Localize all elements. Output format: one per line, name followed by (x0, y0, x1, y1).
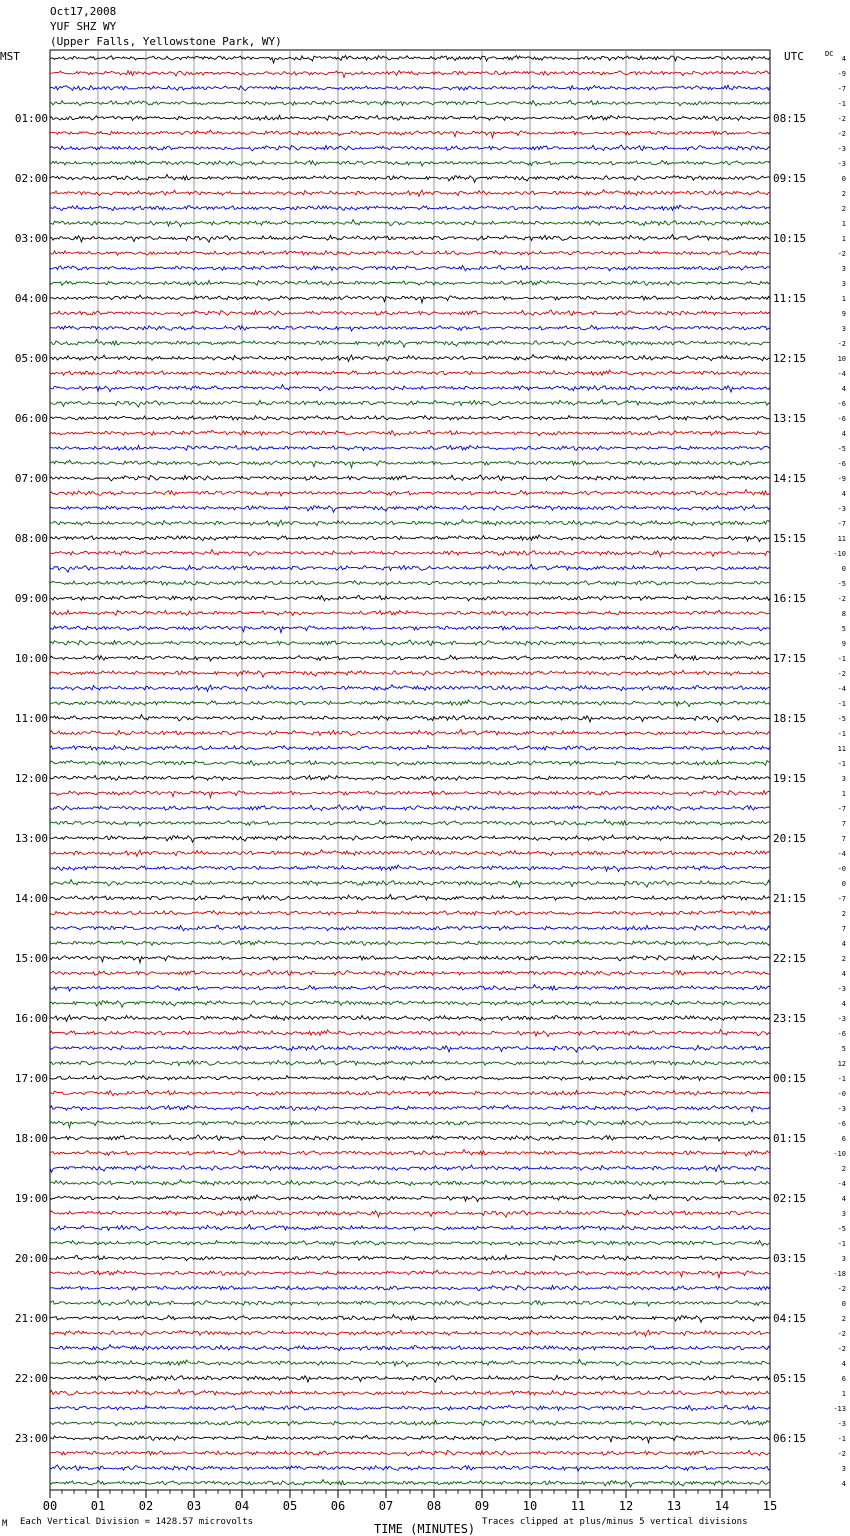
dc-offset-label: -7 (837, 520, 846, 528)
seismic-trace (50, 1255, 770, 1260)
dc-offset-label: 2 (841, 205, 846, 213)
seismic-trace (50, 400, 770, 408)
dc-offset-label: 1 (841, 235, 846, 243)
dc-offset-label: 0 (841, 880, 846, 888)
seismic-trace (50, 910, 770, 915)
left-hour-label: 17:00 (14, 1072, 48, 1085)
dc-offset-label: 0 (841, 565, 846, 573)
seismic-trace (50, 1150, 770, 1156)
left-hour-label: 18:00 (14, 1132, 48, 1145)
seismic-trace (50, 640, 770, 645)
seismic-trace (50, 1210, 770, 1217)
dc-offset-label: 4 (841, 490, 846, 498)
dc-offset-label: 3 (841, 265, 846, 273)
seismic-trace (50, 1375, 770, 1382)
left-hour-label: 15:00 (14, 952, 48, 965)
right-hour-label: 02:15 (773, 1192, 807, 1205)
dc-offset-label: 9 (841, 640, 846, 648)
dc-offset-label: 2 (841, 190, 846, 198)
seismic-trace (50, 626, 770, 633)
right-hour-label: 17:15 (773, 652, 807, 665)
right-hour-label: 20:15 (773, 832, 807, 845)
seismic-trace (50, 1286, 770, 1291)
dc-offset-label: 4 (841, 1195, 846, 1203)
seismic-trace (50, 1135, 770, 1141)
left-hour-label: 02:00 (14, 172, 48, 185)
dc-offset-label: -5 (837, 1225, 846, 1233)
dc-offset-label: 12 (837, 1060, 846, 1068)
seismic-trace (50, 581, 770, 586)
dc-offset-label: 3 (841, 1255, 846, 1263)
seismic-trace (50, 850, 770, 857)
left-hour-label: 14:00 (14, 892, 48, 905)
seismic-trace (50, 1450, 770, 1456)
seismic-trace (50, 1405, 770, 1410)
seismic-trace (50, 280, 770, 285)
seismic-trace (50, 430, 770, 435)
seismic-trace (50, 535, 770, 542)
dc-offset-label: -2 (837, 595, 846, 603)
seismic-trace (50, 1121, 770, 1128)
seismic-trace (50, 760, 770, 765)
dc-offset-label: -7 (837, 85, 846, 93)
seismic-trace (50, 956, 770, 963)
dc-offset-label: 4 (841, 1480, 846, 1488)
left-hour-label: 08:00 (14, 532, 48, 545)
seismic-trace (50, 1390, 770, 1396)
right-hour-label: 21:15 (773, 892, 807, 905)
seismic-trace (50, 820, 770, 827)
x-tick-label: 15 (762, 1499, 778, 1513)
seismic-trace (50, 985, 770, 992)
left-hour-label: 13:00 (14, 832, 48, 845)
dc-offset-label: -9 (837, 70, 846, 78)
dc-offset-label: 7 (841, 835, 846, 843)
dc-offset-label: -6 (837, 415, 846, 423)
seismic-trace (50, 1435, 770, 1443)
seismic-trace (50, 1195, 770, 1202)
seismic-trace (50, 71, 770, 78)
x-tick-label: 05 (282, 1499, 298, 1513)
seismic-trace (50, 145, 770, 151)
left-hour-label: 22:00 (14, 1372, 48, 1385)
seismic-trace (50, 791, 770, 798)
dc-offset-label: -3 (837, 1105, 846, 1113)
seismic-trace (50, 610, 770, 615)
seismic-trace (50, 475, 770, 481)
dc-offset-label: -2 (837, 1450, 846, 1458)
seismic-trace (50, 520, 770, 527)
dc-offset-label: -3 (837, 985, 846, 993)
right-hour-label: 23:15 (773, 1012, 807, 1025)
dc-offset-label: -1 (837, 760, 846, 768)
seismic-trace (50, 445, 770, 450)
seismic-trace (50, 746, 770, 751)
seismic-trace (50, 1060, 770, 1066)
dc-offset-label: -3 (837, 505, 846, 513)
seismic-trace (50, 416, 770, 421)
right-hour-label: 11:15 (773, 292, 807, 305)
dc-offset-label: -3 (837, 1015, 846, 1023)
left-hour-label: 06:00 (14, 412, 48, 425)
dc-offset-label: -2 (837, 340, 846, 348)
x-tick-label: 13 (666, 1499, 682, 1513)
seismic-trace (50, 460, 770, 468)
right-hour-label: 14:15 (773, 472, 807, 485)
x-tick-label: 11 (570, 1499, 586, 1513)
seismic-trace (50, 1045, 770, 1052)
right-hour-label: 04:15 (773, 1312, 807, 1325)
seismic-trace (50, 56, 770, 64)
x-tick-label: 01 (90, 1499, 106, 1513)
seismic-trace (50, 85, 770, 91)
seismic-trace (50, 325, 770, 331)
dc-offset-label: 1 (841, 1390, 846, 1398)
dc-offset-label: -1 (837, 100, 846, 108)
dc-offset-label: 3 (841, 775, 846, 783)
dc-offset-label: -6 (837, 460, 846, 468)
seismic-trace (50, 1075, 770, 1080)
dc-offset-label: -7 (837, 805, 846, 813)
dc-offset-label: -9 (837, 475, 846, 483)
x-tick-label: 09 (474, 1499, 490, 1513)
seismic-trace (50, 1165, 770, 1172)
dc-offset-label: -1 (837, 700, 846, 708)
left-timezone-label: MST (0, 50, 20, 63)
seismic-trace (50, 1465, 770, 1471)
right-timezone-label: UTC (784, 50, 804, 63)
seismic-trace (50, 895, 770, 901)
dc-offset-label: -2 (837, 670, 846, 678)
dc-offset-label: -3 (837, 160, 846, 168)
seismic-trace (50, 1345, 770, 1351)
seismic-trace (50, 775, 770, 780)
seismic-trace (50, 1315, 770, 1323)
dc-offset-label: 1 (841, 295, 846, 303)
x-tick-label: 00 (42, 1499, 58, 1513)
dc-offset-label: 4 (841, 55, 846, 63)
dc-offset-label: 1 (841, 790, 846, 798)
header-date: Oct17,2008 (50, 5, 117, 18)
dc-offset-label: 4 (841, 970, 846, 978)
dc-offset-label: -6 (837, 400, 846, 408)
left-hour-label: 20:00 (14, 1252, 48, 1265)
clip-note: Traces clipped at plus/minus 5 vertical divisions (482, 1517, 748, 1527)
vertical-division-note: Each Vertical Division = 1428.57 microvolts (20, 1517, 253, 1527)
dc-offset-label: -6 (837, 1030, 846, 1038)
dc-offset-label: -10 (833, 550, 846, 558)
dc-offset-label: -6 (837, 1120, 846, 1128)
dc-offset-label: 6 (841, 1375, 846, 1383)
dc-offset-label: 4 (841, 1000, 846, 1008)
dc-offset-label: -2 (837, 1345, 846, 1353)
x-tick-label: 12 (618, 1499, 634, 1513)
x-tick-label: 06 (330, 1499, 346, 1513)
dc-offset-label: 11 (837, 535, 846, 543)
seismic-trace (50, 265, 770, 270)
left-hour-label: 23:00 (14, 1432, 48, 1445)
seismic-trace (50, 880, 770, 888)
dc-offset-label: -4 (837, 1180, 846, 1188)
seismic-trace (50, 970, 770, 975)
dc-offset-label: 7 (841, 820, 846, 828)
seismic-trace (50, 1225, 770, 1231)
x-tick-label: 10 (522, 1499, 538, 1513)
x-tick-label: 14 (714, 1499, 730, 1513)
seismic-trace (50, 1180, 770, 1186)
x-tick-label: 08 (426, 1499, 442, 1513)
left-hour-label: 11:00 (14, 712, 48, 725)
header-location: (Upper Falls, Yellowstone Park, WY) (50, 35, 282, 48)
dc-offset-label: -3 (837, 1420, 846, 1428)
dc-offset-label: 6 (841, 1135, 846, 1143)
dc-offset-label: -0 (837, 1090, 846, 1098)
right-hour-label: 08:15 (773, 112, 807, 125)
right-hour-label: 10:15 (773, 232, 807, 245)
seismic-trace (50, 1330, 770, 1336)
dc-offset-label: -5 (837, 580, 846, 588)
seismic-trace (50, 370, 770, 375)
right-hour-label: 09:15 (773, 172, 807, 185)
dc-offset-label: 1 (841, 220, 846, 228)
seismic-trace (50, 550, 770, 557)
seismic-trace (50, 1105, 770, 1112)
dc-offset-label: 3 (841, 1210, 846, 1218)
dc-offset-label: -3 (837, 145, 846, 153)
seismic-trace (50, 251, 770, 256)
seismic-trace (50, 1090, 770, 1095)
dc-offset-label: -1 (837, 1075, 846, 1083)
dc-offset-label: -10 (833, 1150, 846, 1158)
right-hour-label: 01:15 (773, 1132, 807, 1145)
right-hour-label: 13:15 (773, 412, 807, 425)
dc-offset-label: 2 (841, 1165, 846, 1173)
seismic-trace (50, 1030, 770, 1037)
dc-offset-label: -2 (837, 1285, 846, 1293)
dc-offset-label: -7 (837, 895, 846, 903)
dc-offset-label: -4 (837, 850, 846, 858)
right-hour-label: 16:15 (773, 592, 807, 605)
dc-offset-label: -5 (837, 445, 846, 453)
seismic-trace (50, 670, 770, 677)
right-hour-label: 06:15 (773, 1432, 807, 1445)
seismic-trace (50, 490, 770, 497)
right-hour-label: 18:15 (773, 712, 807, 725)
dc-offset-header: DC (825, 50, 834, 58)
seismic-trace (50, 340, 770, 348)
seismic-trace (50, 100, 770, 105)
dc-offset-label: 2 (841, 955, 846, 963)
dc-offset-label: 3 (841, 1465, 846, 1473)
left-hour-label: 07:00 (14, 472, 48, 485)
left-hour-label: 10:00 (14, 652, 48, 665)
dc-offset-label: -13 (833, 1405, 846, 1413)
dc-offset-label: -2 (837, 115, 846, 123)
right-hour-label: 05:15 (773, 1372, 807, 1385)
dc-offset-label: 11 (837, 745, 846, 753)
dc-offset-label: 9 (841, 310, 846, 318)
dc-offset-label: -1 (837, 1240, 846, 1248)
seismic-trace (50, 595, 770, 600)
seismic-trace (50, 1420, 770, 1425)
x-tick-label: 07 (378, 1499, 394, 1513)
seismic-trace (50, 1300, 770, 1306)
dc-offset-label: 2 (841, 910, 846, 918)
x-tick-label: 04 (234, 1499, 250, 1513)
left-hour-label: 12:00 (14, 772, 48, 785)
dc-offset-label: 3 (841, 325, 846, 333)
dc-offset-label: -2 (837, 250, 846, 258)
left-hour-label: 19:00 (14, 1192, 48, 1205)
seismic-trace (50, 1015, 770, 1022)
seismic-trace (50, 940, 770, 945)
dc-offset-label: 3 (841, 280, 846, 288)
seismic-trace (50, 175, 770, 183)
right-hour-label: 12:15 (773, 352, 807, 365)
x-axis-title: TIME (MINUTES) (374, 1522, 476, 1536)
seismic-trace (50, 505, 770, 512)
seismic-trace (50, 235, 770, 243)
seismic-trace (50, 835, 770, 842)
seismic-trace (50, 130, 770, 138)
left-hour-label: 04:00 (14, 292, 48, 305)
left-hour-label: 21:00 (14, 1312, 48, 1325)
dc-offset-label: -18 (833, 1270, 846, 1278)
seismic-trace (50, 1240, 770, 1245)
seismic-trace (50, 355, 770, 362)
left-hour-label: 01:00 (14, 112, 48, 125)
seismic-trace (50, 715, 770, 723)
seismic-trace (50, 385, 770, 392)
dc-offset-label: -4 (837, 685, 846, 693)
seismic-trace (50, 865, 770, 872)
seismic-trace (50, 685, 770, 692)
seismic-trace (50, 730, 770, 736)
dc-offset-label: 5 (841, 625, 846, 633)
dc-offset-label: -1 (837, 655, 846, 663)
seismic-trace (50, 205, 770, 211)
x-tick-label: 03 (186, 1499, 202, 1513)
seismic-trace (50, 295, 770, 303)
dc-offset-label: 4 (841, 1360, 846, 1368)
dc-offset-label: -1 (837, 730, 846, 738)
right-hour-label: 00:15 (773, 1072, 807, 1085)
seismic-trace (50, 700, 770, 707)
seismic-trace (50, 1270, 770, 1278)
seismic-trace (50, 925, 770, 930)
dc-offset-label: 0 (841, 175, 846, 183)
dc-offset-label: -2 (837, 1330, 846, 1338)
dc-offset-label: 0 (841, 1300, 846, 1308)
dc-offset-label: 8 (841, 610, 846, 618)
left-hour-label: 03:00 (14, 232, 48, 245)
seismic-trace (50, 655, 770, 662)
dc-offset-label: -5 (837, 715, 846, 723)
dc-offset-label: -2 (837, 130, 846, 138)
left-hour-label: 05:00 (14, 352, 48, 365)
seismic-trace (50, 160, 770, 166)
left-hour-label: 09:00 (14, 592, 48, 605)
seismic-trace (50, 115, 770, 120)
x-tick-label: 02 (138, 1499, 154, 1513)
right-hour-label: 19:15 (773, 772, 807, 785)
dc-offset-label: 7 (841, 925, 846, 933)
seismic-trace (50, 310, 770, 316)
seismic-trace (50, 220, 770, 227)
seismic-trace (50, 190, 770, 197)
dc-offset-label: -4 (837, 370, 846, 378)
left-hour-label: 16:00 (14, 1012, 48, 1025)
header-station: YUF SHZ WY (50, 20, 117, 33)
dc-offset-label: 4 (841, 940, 846, 948)
dc-offset-label: 2 (841, 1315, 846, 1323)
seismic-trace (50, 1360, 770, 1367)
right-hour-label: 15:15 (773, 532, 807, 545)
dc-offset-label: -1 (837, 1435, 846, 1443)
dc-offset-label: 4 (841, 430, 846, 438)
scale-mark: M (2, 1519, 8, 1529)
seismic-trace (50, 565, 770, 573)
dc-offset-label: 4 (841, 385, 846, 393)
right-hour-label: 22:15 (773, 952, 807, 965)
seismic-trace (50, 805, 770, 810)
seismic-trace (50, 1480, 770, 1488)
dc-offset-label: 5 (841, 1045, 846, 1053)
seismic-trace (50, 1000, 770, 1007)
right-hour-label: 03:15 (773, 1252, 807, 1265)
dc-offset-label: -0 (837, 865, 846, 873)
dc-offset-label: 10 (837, 355, 846, 363)
